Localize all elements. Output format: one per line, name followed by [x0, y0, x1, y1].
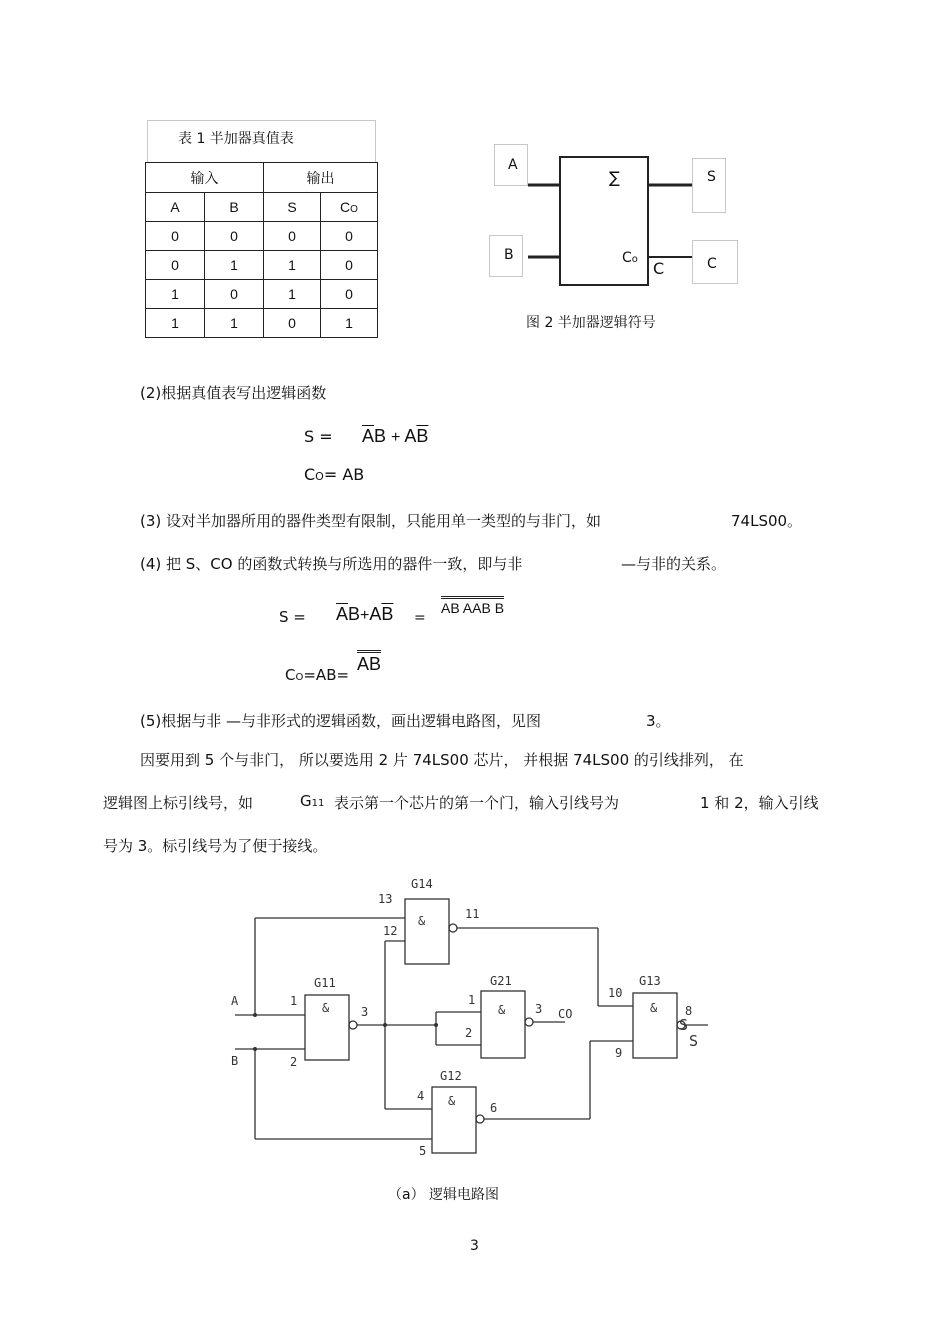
pin-c-label: C	[707, 256, 717, 272]
gate-symbol: &	[498, 1003, 506, 1017]
pin-number: 8	[685, 1004, 693, 1018]
eq2-eq: =	[414, 610, 426, 626]
eq-s-rhs: $\overline{A}B + A\overline{B}$	[362, 426, 429, 446]
gate-symbol: &	[650, 1001, 658, 1015]
step4-text: (4) 把 S、CO 的函数式转换与所选用的器件一致，即与非	[140, 555, 523, 573]
table-group-output: 输出	[264, 163, 378, 193]
pin-number: 1	[468, 993, 476, 1007]
pin-number: 2	[465, 1026, 473, 1040]
pin-number: 9	[615, 1046, 623, 1060]
gate-label-g11: G11	[314, 976, 336, 990]
page-number: 3	[470, 1238, 479, 1254]
c-label: C	[653, 259, 665, 278]
eq-s-lhs: S =	[304, 427, 333, 446]
step4-text-b: —与非的关系。	[621, 555, 727, 573]
gate-symbol: &	[448, 1094, 456, 1108]
input-b-label: B	[231, 1054, 239, 1068]
circuit-caption: （a） 逻辑电路图	[388, 1187, 500, 1203]
eq2-rhs: AB AAB B	[441, 600, 504, 616]
co-label: Co	[622, 250, 638, 266]
gate-label-g14: G14	[411, 877, 433, 891]
output-co-label: CO	[558, 1007, 573, 1021]
table-row: 0 0 0 0	[146, 222, 378, 251]
step5-num: 3。	[646, 712, 671, 730]
pin-a-label: A	[508, 157, 518, 173]
table-group-input: 输入	[146, 163, 264, 193]
eq-co: CO= AB	[304, 465, 365, 484]
eq3-rhs: AB	[357, 654, 381, 675]
step3-text: (3) 设对半加器所用的器件类型有限制，只能用单一类型的与非门，如	[140, 512, 602, 530]
pin-number: 11	[465, 907, 480, 921]
table-header-b: B	[205, 193, 264, 222]
table-header-a: A	[146, 193, 205, 222]
gate-g14	[405, 899, 449, 964]
output-s-label-2: S	[689, 1032, 699, 1050]
pin-number: 4	[417, 1089, 425, 1103]
eq3-co: CO=AB=	[285, 666, 350, 684]
table-header-s: S	[264, 193, 321, 222]
sigma-label: ∑	[609, 168, 620, 187]
table-row: 1 1 0 1	[146, 309, 378, 338]
eq2-mid: $\overline{A}B+A\overline{B}$	[336, 604, 394, 624]
pin-number: 3	[535, 1002, 543, 1016]
para-line2a: 逻辑图上标引线号，如	[103, 794, 254, 812]
eq2-s: S =	[279, 608, 306, 626]
pin-number: 13	[378, 892, 393, 906]
para-line1: 因要用到 5 个与非门， 所以要选用 2 片 74LS00 芯片， 并根据 74LS00 的引线排列， 在	[140, 751, 744, 769]
gate-symbol: &	[322, 1001, 330, 1015]
figure2-caption: 图 2 半加器逻辑符号	[526, 315, 656, 331]
pin-b-label: B	[504, 247, 514, 263]
input-a-label: A	[231, 994, 239, 1008]
pin-number: 10	[608, 986, 623, 1000]
para-line2b: 表示第一个芯片的第一个门，输入引线号为	[334, 794, 620, 812]
table-row: 1 0 1 0	[146, 280, 378, 309]
para-line3: 号为 3。标引线号为了便于接线。	[103, 837, 328, 855]
pin-number: 2	[290, 1055, 298, 1069]
table-header-co: CO	[321, 193, 378, 222]
gate-label-g13: G13	[639, 974, 661, 988]
pin-number: 12	[383, 924, 398, 938]
table-caption: 表 1 半加器真值表	[178, 131, 294, 147]
output-s-label: S	[679, 1016, 689, 1034]
gate-symbol: &	[418, 914, 426, 928]
step2-text: (2)根据真值表写出逻辑函数	[140, 384, 327, 402]
step3-chip: 74LS00。	[731, 512, 803, 530]
gate-label-g21: G21	[490, 974, 512, 988]
pin-number: 6	[490, 1101, 498, 1115]
pin-number: 3	[361, 1005, 369, 1019]
logic-circuit-diagram	[228, 875, 723, 1160]
pin-number: 5	[419, 1144, 427, 1158]
pin-s-label: S	[707, 169, 716, 185]
para-line2c: 1 和 2，输入引线	[700, 794, 819, 812]
gate-label-g12: G12	[440, 1069, 462, 1083]
gate-g21	[481, 991, 525, 1058]
step5-text: (5)根据与非 —与非形式的逻辑函数，画出逻辑电路图，见图	[140, 712, 542, 730]
pin-number: 1	[290, 994, 298, 1008]
half-adder-wires	[480, 140, 760, 300]
truth-table	[145, 162, 378, 338]
para-line2-g: G11	[300, 792, 325, 810]
table-row: 0 1 1 0	[146, 251, 378, 280]
